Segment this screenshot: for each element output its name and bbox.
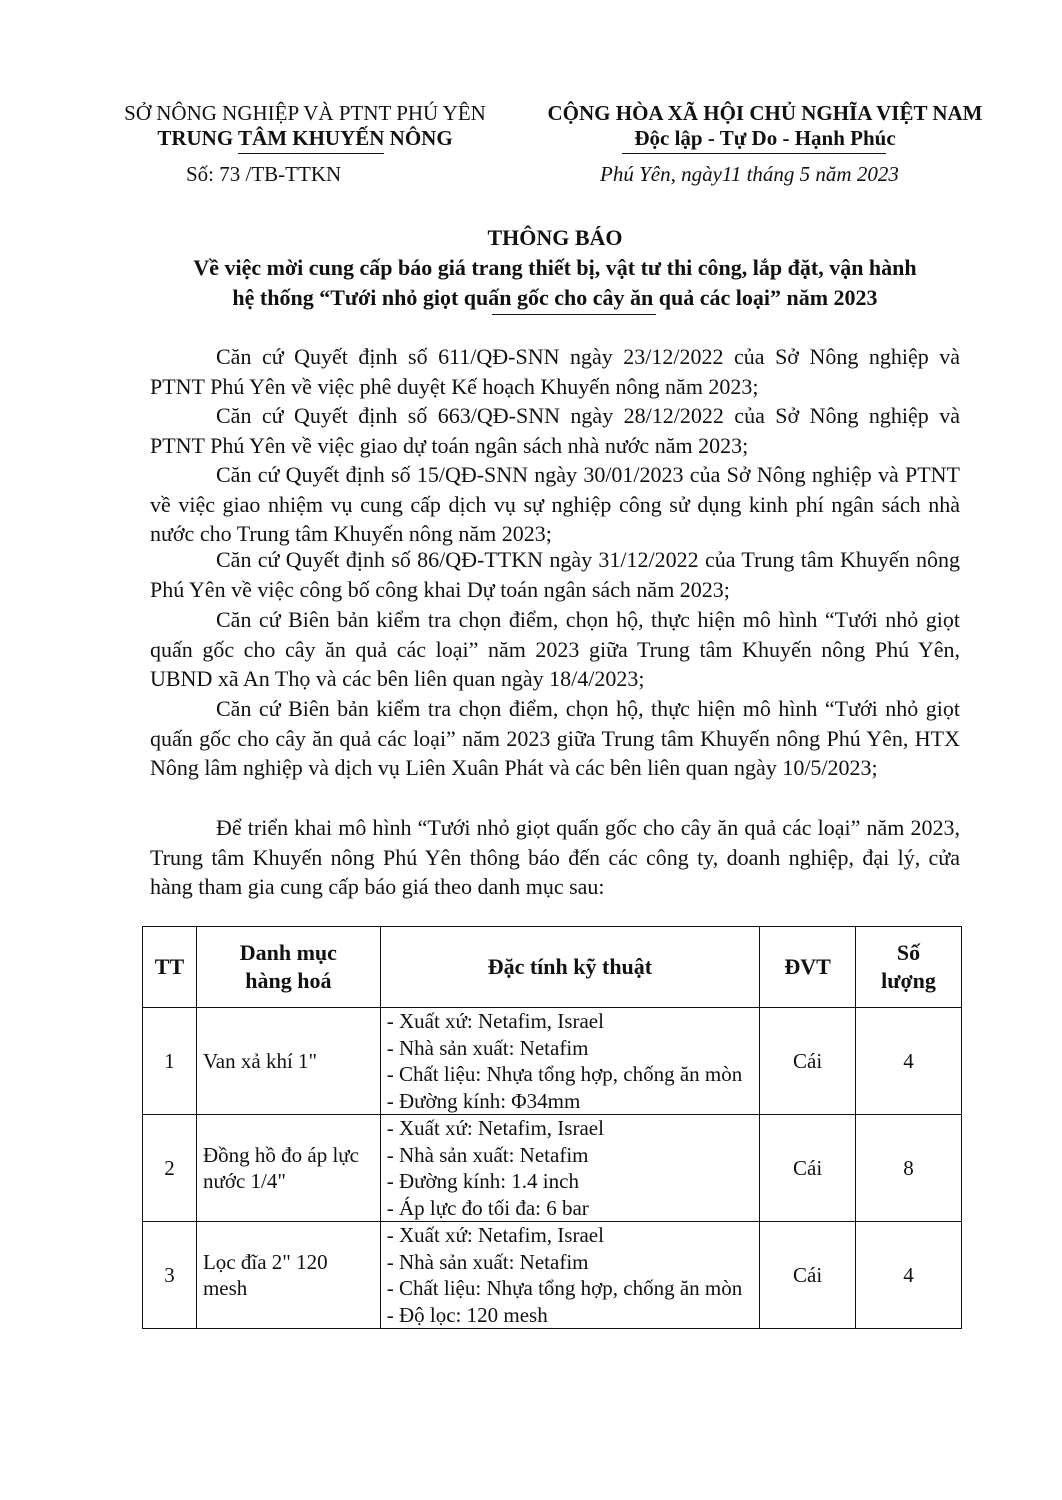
row-tt: 1 bbox=[143, 1008, 197, 1115]
paragraph-intro: Để triển khai mô hình “Tưới nhỏ giọt quấn gốc cho cây ăn quả các loại” năm 2023, Trung tâm Khuyến nông Phú Yên thông báo đến các công ty, doanh nghiệp, đại lý, cửa hàng tham gia cung cấp báo giá theo danh mục sau: bbox=[150, 815, 960, 899]
place-date: Phú Yên, ngày11 tháng 5 năm 2023 bbox=[600, 162, 899, 186]
row-item: Van xả khí 1" bbox=[196, 1008, 380, 1115]
spec-line: - Áp lực đo tối đa: 6 bar bbox=[386, 1195, 589, 1220]
doc-heading: THÔNG BÁO bbox=[487, 225, 623, 250]
goods-table bbox=[142, 926, 962, 1329]
col-header-spec: Đặc tính kỹ thuật bbox=[380, 927, 759, 1008]
col-header-qty-l1: Số bbox=[896, 940, 921, 965]
table-header-row bbox=[143, 927, 962, 1008]
doc-subject-line2: hệ thống “Tưới nhỏ giọt quấn gốc cho cây ăn quả các loại” năm 2023 bbox=[232, 285, 878, 310]
spec-line: - Độ lọc: 120 mesh bbox=[386, 1302, 548, 1327]
spec-line: - Nhà sản xuất: Netafim bbox=[386, 1142, 589, 1167]
row-unit: Cái bbox=[760, 1222, 856, 1329]
col-header-qty bbox=[856, 927, 962, 1008]
paragraph-basis-6: Căn cứ Biên bản kiểm tra chọn điểm, chọn hộ, thực hiện mô hình “Tưới nhỏ giọt quấn gốc cho cây ăn quả các loại” năm 2023 giữa Trung tâm Khuyến nông Phú Yên, HTX Nông lâm nghiệp và dịch vụ Liên Xuân Phát và các bên liên quan ngày 10/5/2023; bbox=[150, 696, 960, 780]
col-header-unit: ĐVT bbox=[760, 927, 856, 1008]
org-parent: SỞ NÔNG NGHIỆP VÀ PTNT PHÚ YÊN bbox=[124, 101, 486, 125]
row-spec bbox=[380, 1222, 759, 1329]
spec-line: - Nhà sản xuất: Netafim bbox=[386, 1249, 589, 1274]
row-tt: 3 bbox=[143, 1222, 197, 1329]
col-header-item-l1: Danh mục bbox=[239, 940, 337, 965]
paragraph-basis-3: Căn cứ Quyết định số 15/QĐ-SNN ngày 30/01/2023 của Sở Nông nghiệp và PTNT về việc giao nhiệm vụ cung cấp dịch vụ sự nghiệp công sử dụng kinh phí ngân sách nhà nước cho Trung tâm Khuyến nông năm 2023; bbox=[150, 462, 960, 546]
row-qty: 4 bbox=[856, 1222, 962, 1329]
row-unit: Cái bbox=[760, 1008, 856, 1115]
org-name: TRUNG TÂM KHUYẾN NÔNG bbox=[157, 126, 453, 150]
spec-line: - Đường kính: 1.4 inch bbox=[386, 1169, 579, 1193]
row-spec bbox=[380, 1008, 759, 1115]
row-item: Đồng hồ đo áp lực nước 1/4" bbox=[196, 1115, 380, 1222]
row-unit: Cái bbox=[760, 1115, 856, 1222]
motto-underline bbox=[622, 153, 886, 154]
motto: Độc lập - Tự Do - Hạnh Phúc bbox=[634, 126, 896, 150]
paragraph-basis-4: Căn cứ Quyết định số 86/QĐ-TTKN ngày 31/12/2022 của Trung tâm Khuyến nông Phú Yên về việc công bố công khai Dự toán ngân sách năm 2023; bbox=[150, 547, 960, 602]
spec-line: - Chất liệu: Nhựa tổng hợp, chống ăn mòn bbox=[386, 1062, 743, 1086]
col-header-item bbox=[196, 927, 380, 1008]
spec-line: - Đường kính: Φ34mm bbox=[386, 1088, 581, 1113]
paragraph-basis-5: Căn cứ Biên bản kiểm tra chọn điểm, chọn hộ, thực hiện mô hình “Tưới nhỏ giọt quấn gốc cho cây ăn quả các loại” năm 2023 giữa Trung tâm Khuyến nông Phú Yên, UBND xã An Thọ và các bên liên quan ngày 18/4/2023; bbox=[150, 607, 960, 691]
nation-title: CỘNG HÒA XÃ HỘI CHỦ NGHĨA VIỆT NAM bbox=[547, 101, 983, 125]
spec-line: - Xuất xứ: Netafim, Israel bbox=[386, 1223, 604, 1247]
row-qty: 8 bbox=[856, 1115, 962, 1222]
col-header-qty-l2: lượng bbox=[881, 968, 936, 993]
table-row bbox=[143, 1115, 962, 1222]
row-qty: 4 bbox=[856, 1008, 962, 1115]
row-tt: 2 bbox=[143, 1115, 197, 1222]
row-spec bbox=[380, 1115, 759, 1222]
table-row bbox=[143, 1008, 962, 1115]
table-row bbox=[143, 1222, 962, 1329]
paragraph-basis-2: Căn cứ Quyết định số 663/QĐ-SNN ngày 28/12/2022 của Sở Nông nghiệp và PTNT Phú Yên về việc giao dự toán ngân sách nhà nước năm 2023; bbox=[150, 403, 960, 458]
spec-line: - Nhà sản xuất: Netafim bbox=[386, 1035, 589, 1060]
doc-number: Số: 73 /TB-TTKN bbox=[186, 162, 342, 186]
spec-line: - Xuất xứ: Netafim, Israel bbox=[386, 1009, 604, 1033]
title-underline bbox=[492, 314, 656, 315]
row-item: Lọc đĩa 2" 120 mesh bbox=[196, 1222, 380, 1329]
paragraph-basis-1: Căn cứ Quyết định số 611/QĐ-SNN ngày 23/12/2022 của Sở Nông nghiệp và PTNT Phú Yên về việc phê duyệt Kế hoạch Khuyến nông năm 2023; bbox=[150, 344, 960, 399]
spec-line: - Chất liệu: Nhựa tổng hợp, chống ăn mòn bbox=[386, 1276, 743, 1300]
spec-line: - Xuất xứ: Netafim, Israel bbox=[386, 1116, 604, 1140]
org-underline bbox=[238, 153, 384, 154]
col-header-item-l2: hàng hoá bbox=[245, 968, 332, 993]
doc-subject-line1: Về việc mời cung cấp báo giá trang thiết bị, vật tư thi công, lắp đặt, vận hành bbox=[193, 255, 917, 280]
col-header-tt: TT bbox=[143, 927, 197, 1008]
